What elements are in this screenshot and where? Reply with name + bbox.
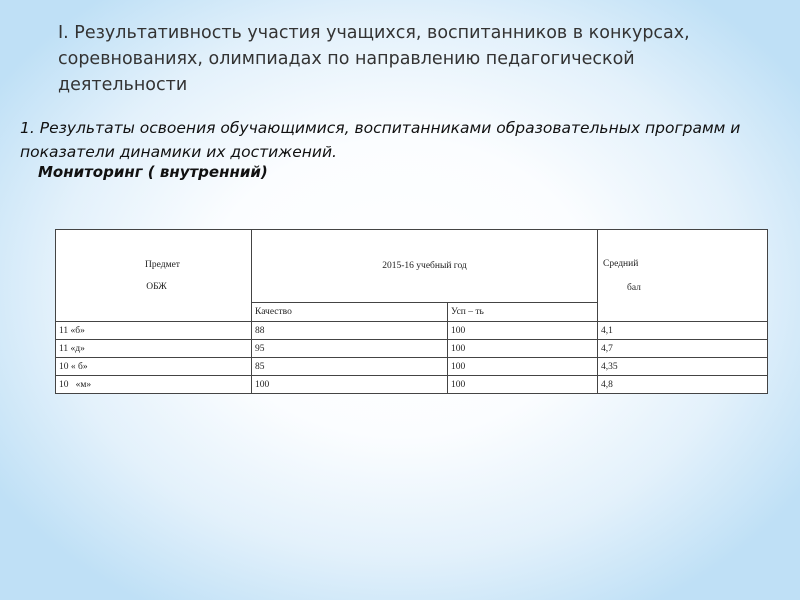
monitoring-heading: Мониторинг ( внутренний) [38,163,268,181]
average-cell: 4,7 [598,340,768,358]
success-cell: 100 [448,358,598,376]
quality-cell: 100 [252,376,448,394]
average-cell: 4,8 [598,376,768,394]
average-cell: 4,1 [598,322,768,340]
section-subtitle: 1. Результаты освоения обучающимися, воспитанниками образовательных программ и показатели динамики их достижений. [20,119,741,161]
class-cell: 10 «м» [56,376,252,394]
success-cell: 100 [448,340,598,358]
results-table [55,229,768,394]
quality-header: Качество [252,303,448,322]
success-cell: 100 [448,322,598,340]
quality-cell: 88 [252,322,448,340]
subject-header-cell [56,230,252,322]
year-header-cell: 2015-16 учебный год [252,230,598,303]
success-header: Усп – ть [448,303,598,322]
subject-label: Предмет [145,259,180,270]
table-row [56,340,768,358]
subject-value: ОБЖ [146,281,167,292]
table-header-row [56,230,768,303]
success-cell: 100 [448,376,598,394]
average-cell: 4,35 [598,358,768,376]
average-label-1: Средний [603,258,639,269]
class-cell: 11 «б» [56,322,252,340]
page-title: I. Результативность участия учащихся, воспитанников в конкурсах, соревнованиях, олимпиадах по направлению педагогической деятельности [58,23,690,95]
class-cell: 11 «д» [56,340,252,358]
average-label-2: бал [627,282,641,293]
quality-cell: 95 [252,340,448,358]
average-header-cell [598,230,768,322]
table-row [56,376,768,394]
table-row [56,358,768,376]
quality-cell: 85 [252,358,448,376]
table-row [56,322,768,340]
class-cell: 10 « б» [56,358,252,376]
